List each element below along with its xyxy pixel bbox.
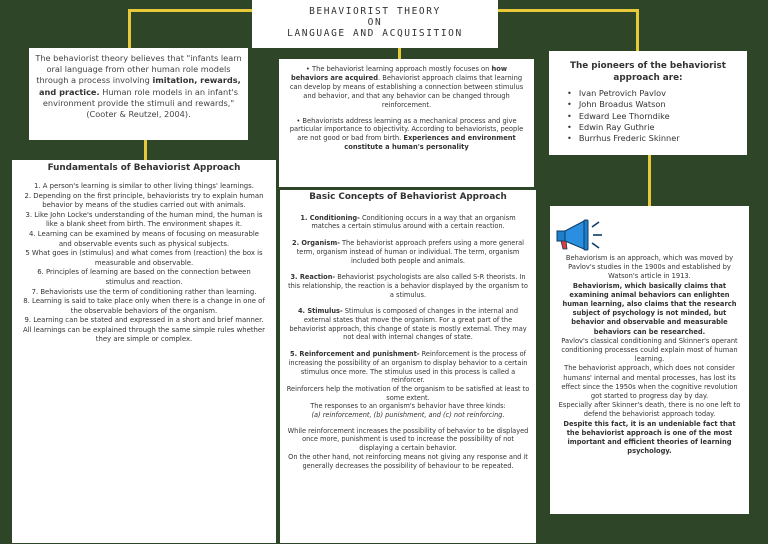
basic-concepts-heading: Basic Concepts of Behaviorist Approach: [309, 192, 507, 202]
learning-paragraph-2: [287, 117, 526, 153]
learning-bold: how behaviors are acquired: [290, 65, 508, 82]
basic-concepts-box: [280, 190, 536, 543]
title-line-1: BEHAVIORIST THEORY: [309, 6, 441, 17]
concept-text: The responses to an organism's behavior have three kinds:: [310, 402, 506, 411]
concept-reinforcement: [286, 350, 530, 470]
behaviorism-paragraph: [558, 282, 741, 337]
pioneers-heading: The pioneers of the behaviorist approach are:: [570, 61, 726, 83]
concept-text: [286, 411, 530, 420]
concept-term: 2. Organism-: [292, 239, 340, 248]
intro-bold: imitation, rewards, and practice.: [39, 75, 241, 97]
connector-line: [128, 9, 131, 49]
intro-text-2: Human role models in an infant's environment provide the stimuli and rewards," (Cooter & Reutzel, 2004).: [42, 86, 238, 120]
concept-text: Reinforcement is the process of increasing the possibility of an organism to display behavior to a certain stimulus once more. The stimulus used in this process is called a reinforcer.: [288, 350, 528, 385]
concept-text: The behaviorist approach prefers using a more general term, organism instead of human or individual. The term, organism included both people and animals.: [296, 239, 524, 265]
connector-line: [144, 140, 147, 160]
concept-term: 4. Stimulus-: [297, 307, 343, 316]
list-item: 7. Behaviorists use the term of conditioning rather than learning.: [31, 287, 257, 296]
concept-text: While reinforcement increases the possibility of behavior to be displayed once more, punishment is used to increase the possibility of not displaying a certain behavior.: [287, 426, 529, 453]
list-item: 4. Learning can be examined by means of focusing on measurable and observable events such as physical subjects.: [29, 230, 259, 248]
intro-box: [29, 48, 248, 140]
concept-stimulus: [286, 307, 530, 342]
connector-line: [648, 155, 651, 206]
list-item: 8. Learning is said to take place only when there is a change in one of the observable behaviors of the organism.: [23, 297, 265, 315]
learning-text: • The behaviorist learning approach mostly focuses on: [305, 65, 492, 73]
concept-term: 3. Reaction-: [290, 273, 336, 282]
list-item: • John Broadus Watson: [567, 99, 739, 110]
connector-line: [636, 9, 639, 51]
concept-text: Stimulus is composed of changes in the internal and external states that move the organism. For a great part of the behaviorist approach, this change of state is mostly external. They may not deal with internal changes of state.: [289, 307, 527, 342]
behaviorism-paragraph: [558, 420, 741, 457]
behaviorism-paragraph: Pavlov's classical conditioning and Skinner's operant conditioning processes could explain most of human learning.: [561, 336, 738, 364]
title-line-2: ON: [367, 17, 383, 28]
behaviorism-paragraph: The behaviorist approach, which does not consider humans' internal and mental processes, has lost its effect since the 1950s when the cognitive revolution got started to progress day by day.: [561, 364, 738, 401]
intro-text: The behaviorist theory believes that "infants learn oral language from other human role models through a process involving: [35, 53, 242, 86]
learning-approach-box: [279, 59, 534, 187]
connector-line: [398, 48, 401, 59]
concept-reaction: [286, 273, 530, 299]
learning-paragraph-1: [287, 65, 526, 110]
list-item: 6. Principles of learning are based on the connection between stimulus and reaction.: [37, 268, 251, 286]
fundamentals-box: [12, 160, 276, 543]
concept-italic: (a) reinforcement, (b) punishment, and (c) not reinforcing.: [311, 411, 505, 420]
page-title: [252, 0, 498, 48]
learning-text: • Behaviorists address learning as a mechanical process and give particular importance to objectivity. According to behaviorists, people are not good or bad from birth.: [289, 116, 524, 143]
concept-text: Conditioning occurs in a way that an organism matches a certain stimulus around with a certain reaction.: [311, 213, 516, 231]
concept-organism: [286, 239, 530, 265]
behaviorism-paragraph: Behaviorism is an approach, which was moved by Pavlov's studies in the 1900s and established by Watson's article in 1913.: [565, 254, 734, 281]
learning-bold: Experiences and environment constitute a human's personality: [344, 134, 516, 152]
list-item: • Edwin Ray Guthrie: [567, 122, 739, 133]
behaviorism-paragraph: Especially after Skinner's death, there is no one left to defend the behaviorist approach today.: [558, 401, 741, 419]
fundamentals-heading: Fundamentals of Behaviorist Approach: [47, 163, 241, 173]
concept-term: 5. Reinforcement and punishment-: [290, 350, 420, 359]
pioneers-box: [549, 51, 747, 155]
behaviorism-box: [550, 206, 749, 514]
connector-line: [128, 9, 252, 12]
behaviorism-bold: Despite this fact, it is an undeniable fact that the behaviorist approach is one of the most important and efficient theories of learning psychology.: [563, 419, 736, 456]
list-item: 3. Like John Locke's understanding of the human mind, the human is like a blank sheet from birth. The environment shapes it.: [25, 211, 263, 229]
concept-text: On the other hand, not reinforcing means not giving any response and it generally decreases the possibility of behaviour to be repeated.: [288, 452, 528, 470]
list-item: 1. A person's learning is similar to other living things' learnings.: [34, 182, 254, 191]
concept-text: Reinforcers help the motivation of the organism to be satisfied at least to some extent.: [286, 384, 530, 402]
learning-text: . Behaviorist approach claims that learning can develop by means of establishing a connection between stimulus and behavior, and that any behavior can be changed through reinforcement.: [289, 73, 524, 109]
concept-term: 1. Conditioning-: [300, 213, 360, 222]
list-item: 5 What goes in (stimulus) and what comes from (reaction) the box is measurable and observable.: [25, 249, 263, 267]
list-item: • Edward Lee Thorndike: [567, 111, 739, 122]
title-line-3: LANGUAGE AND ACQUISITION: [287, 28, 463, 39]
list-item: 9. Learning can be stated and expressed in a short and brief manner. All learnings can be explained through the same simple rules whether they are simple or complex.: [23, 316, 265, 344]
megaphone-icon: [554, 218, 606, 252]
behaviorism-bold: Behaviorism, which basically claims that examining animal behaviors can enlighten human learning, also claims that the research subject of psychology is not minded, but behavior and observable and measurable behaviors can be researched.: [562, 281, 737, 336]
list-item: • Ivan Petrovich Pavlov: [567, 88, 739, 99]
connector-line: [498, 9, 638, 12]
concept-text: Behaviorist psychologists are also called S-R theorists. In this relationship, the reaction is a behavior displayed by the organism to a stimulus.: [288, 273, 528, 299]
concept-conditioning: [286, 214, 530, 231]
list-item: • Burrhus Frederic Skinner: [567, 133, 739, 144]
pioneers-list: [557, 88, 739, 144]
list-item: 2. Depending on the first principle, behaviorists try to explain human behavior by means of the studies carried out with animals.: [24, 192, 264, 210]
